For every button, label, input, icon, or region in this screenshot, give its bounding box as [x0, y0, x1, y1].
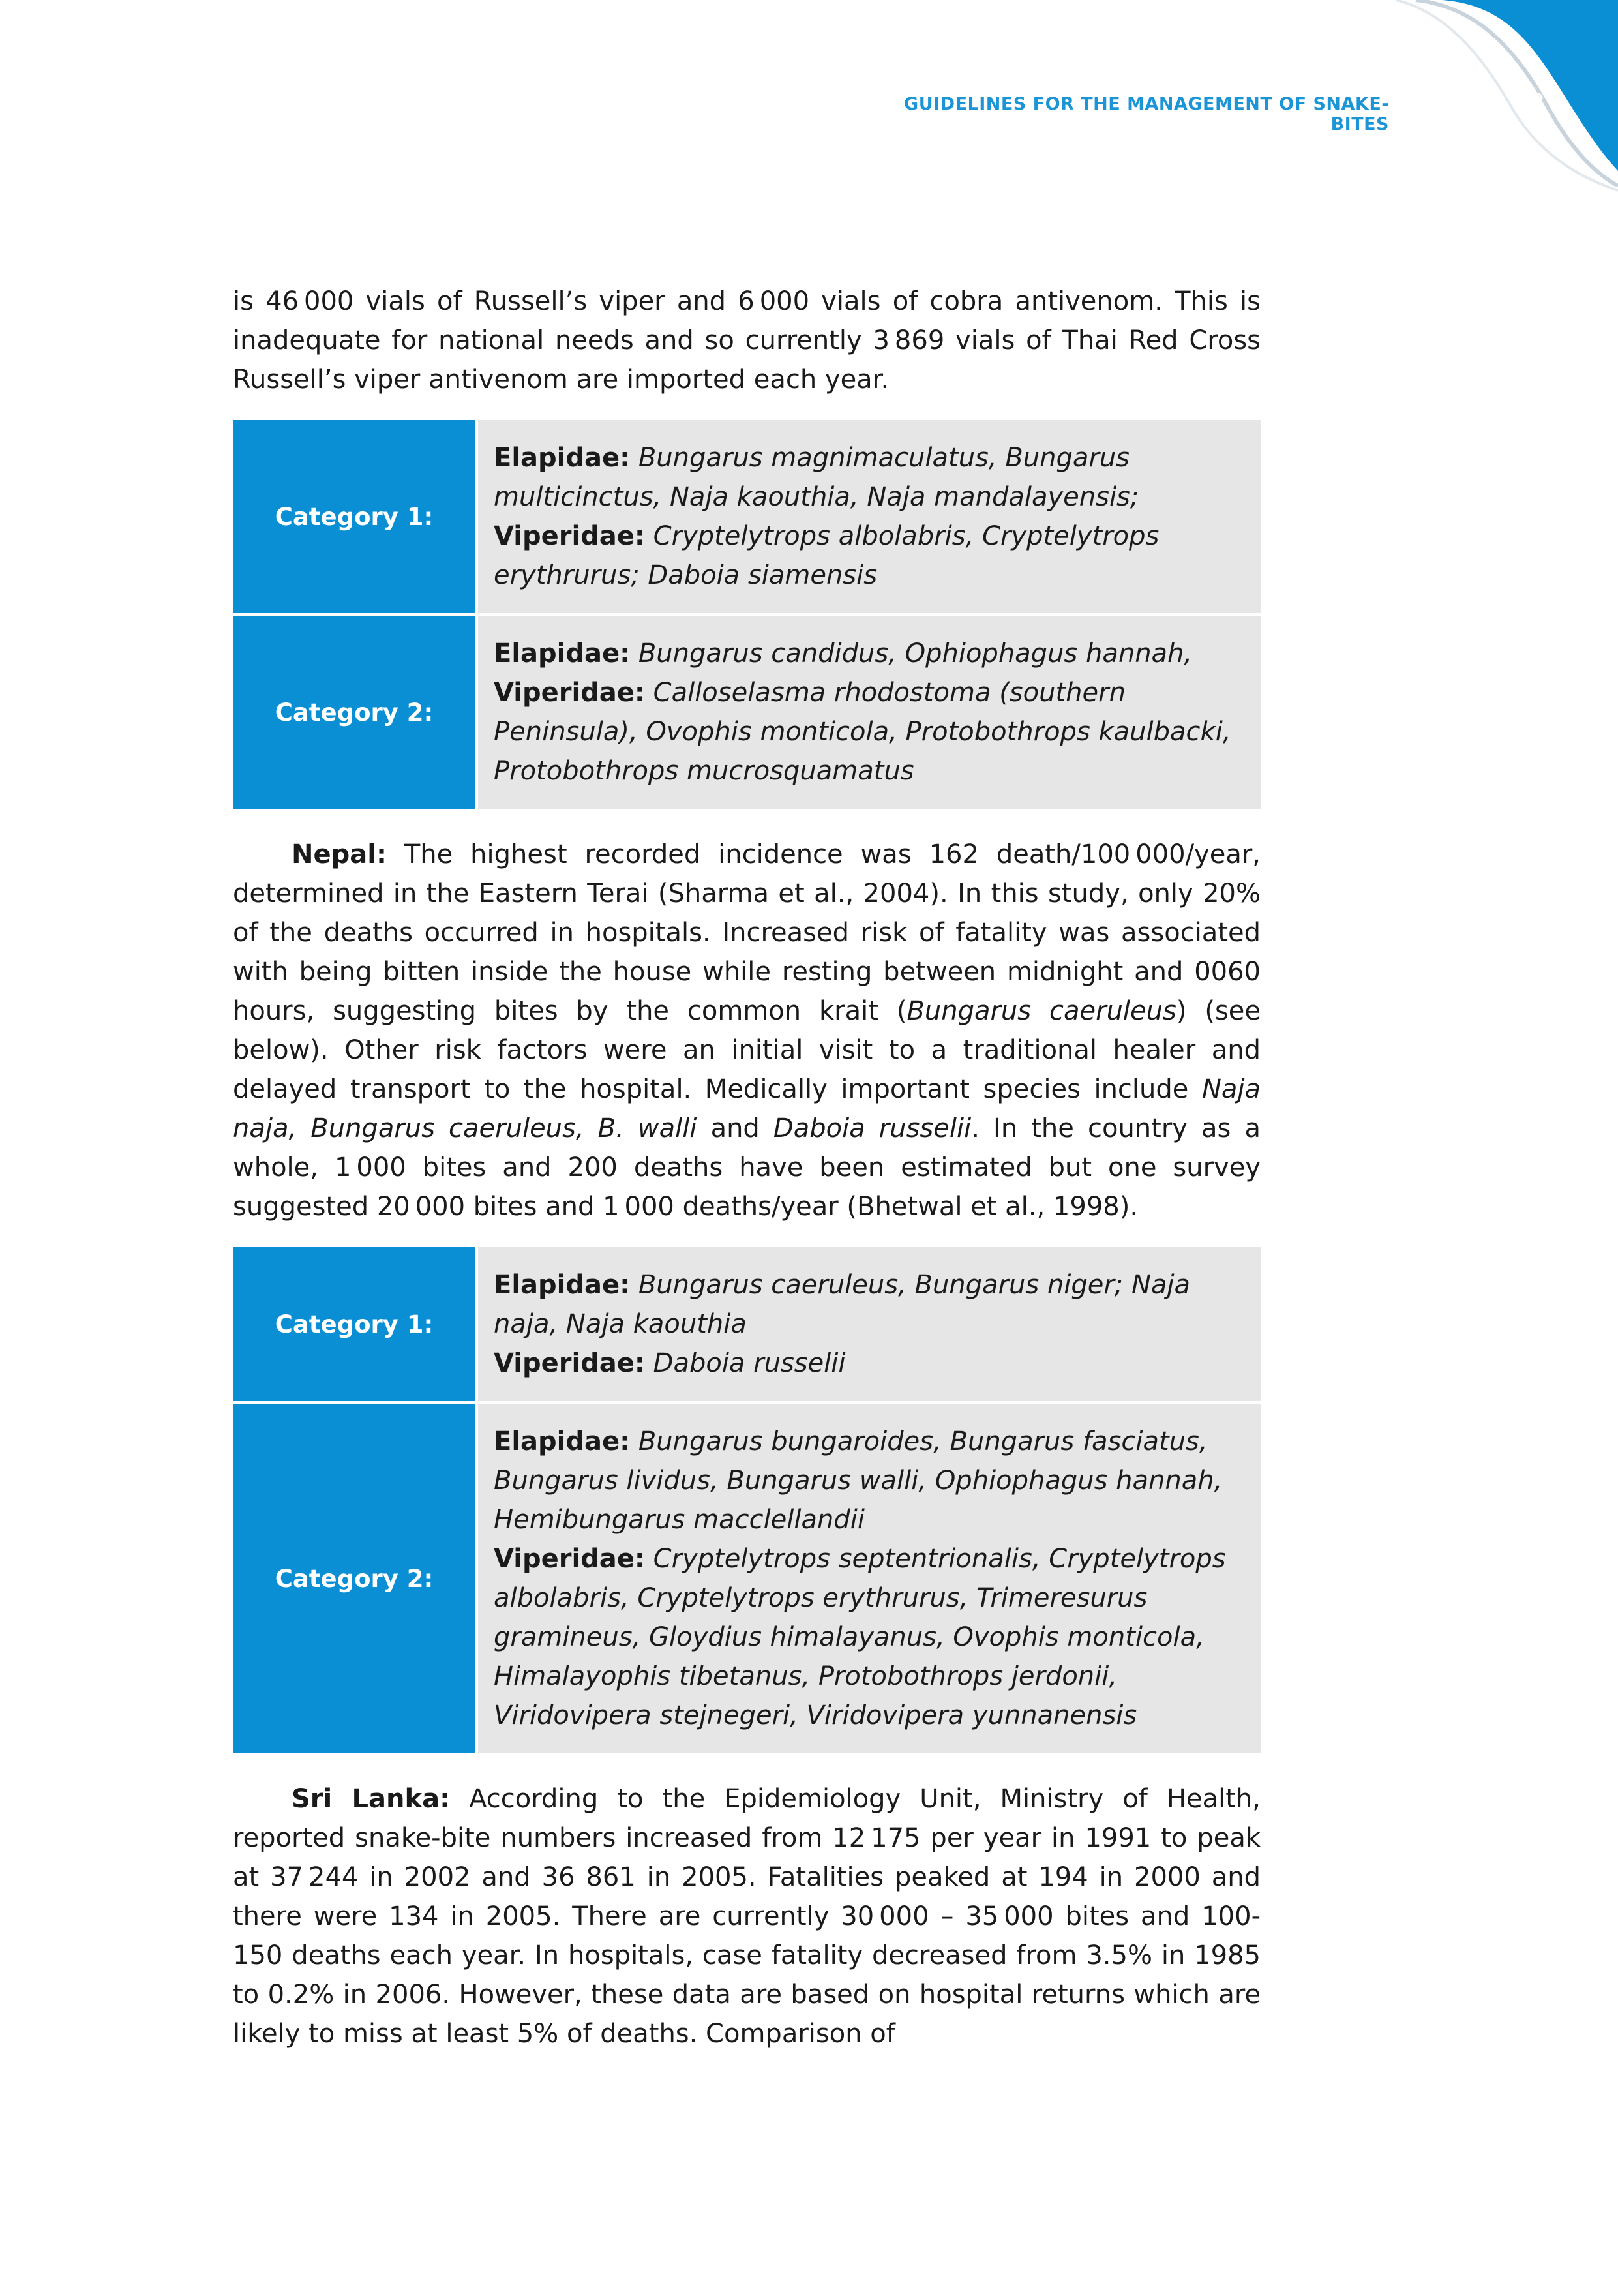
nepal-heading: Nepal:: [292, 839, 387, 869]
category-1-label: Category 1:: [233, 1247, 478, 1401]
category-2-label: Category 2:: [233, 616, 478, 809]
category-2-species: [478, 1404, 1261, 1753]
family-label-viperidae: Viperidae:: [494, 1348, 645, 1378]
species-list: Bungarus magnimaculatus, Bungarus multicinctus, Naja kaouthia, Naja mandalayensis;: [494, 443, 1139, 512]
species-table-1: [233, 420, 1261, 809]
table-row: [233, 1404, 1261, 1753]
table-row: [233, 616, 1261, 809]
nepal-paragraph: [233, 835, 1261, 1226]
table-row: [233, 1247, 1261, 1404]
family-label-elapidae: Elapidae:: [494, 1270, 631, 1300]
family-label-elapidae: Elapidae:: [494, 443, 631, 473]
species-table-2: [233, 1247, 1261, 1753]
species-list: Daboia russelii: [653, 1348, 846, 1378]
nepal-text: . In the country as a whole, 1 000 bites and 200 deaths have been estimated but one survey suggested 20 000 bites and 1 000 deaths/year (Bhetwal et al., 1998).: [233, 1113, 1261, 1222]
species-list: Cryptelytrops albolabris, Cryptelytrops erythrurus; Daboia siamensis: [494, 521, 1160, 590]
table-row: [233, 420, 1261, 616]
category-2-species: [478, 616, 1261, 809]
species-list: Bungarus candidus, Ophiophagus hannah,: [638, 639, 1193, 669]
family-label-viperidae: Viperidae:: [494, 521, 645, 551]
species-list: Bungarus caeruleus, Bungarus niger; Naja naja, Naja kaouthia: [494, 1270, 1191, 1339]
category-1-species: [478, 420, 1261, 613]
sri-lanka-paragraph: [233, 1779, 1261, 2053]
species-name: Bungarus caeruleus: [906, 996, 1176, 1026]
nepal-text: The highest recorded incidence was 162 death/100 000/year, determined in the Eastern Terai (Sharma et al., 2004). In this study, only 20% of the deaths occurred in hospitals. Increased risk of fatality was associated with being bitten inside the house while resting between midnight and 0060 hours, suggesting bites by the common krait (: [233, 839, 1261, 1026]
nepal-text: and: [697, 1113, 773, 1143]
family-label-viperidae: Viperidae:: [494, 678, 645, 708]
running-head-title: GUIDELINES FOR THE MANAGEMENT OF SNAKE-BITES: [904, 94, 1389, 134]
page-number: 43: [1513, 89, 1546, 117]
page-body: [233, 282, 1261, 2053]
sri-lanka-heading: Sri Lanka:: [292, 1784, 451, 1814]
category-1-label: Category 1:: [233, 420, 478, 613]
species-list: Calloselasma rhodostoma (southern Peninsula), Ovophis monticola, Protobothrops kaulbacki, Protobothrops mucrosquamatus: [494, 678, 1231, 786]
family-label-elapidae: Elapidae:: [494, 1427, 631, 1457]
species-name: Daboia russelii: [773, 1113, 972, 1143]
category-1-species: [478, 1247, 1261, 1401]
species-name: Naja naja, Bungarus caeruleus, B. walli: [233, 1074, 1261, 1143]
species-list: Bungarus bungaroides, Bungarus fasciatus, Bungarus lividus, Bungarus walli, Ophiophagus hannah, Hemibungarus macclellandii: [494, 1427, 1223, 1535]
sri-lanka-text: According to the Epidemiology Unit, Ministry of Health, reported snake-bite numbers increased from 12 175 per year in 1991 to peak at 37 244 in 2002 and 36 861 in 2005. Fatalities peaked at 194 in 2000 and there were 134 in 2005. There are currently 30 000 – 35 000 bites and 100-150 deaths each year. In hospitals, case fatality decreased from 3.5% in 1985 to 0.2% in 2006. However, these data are based on hospital returns which are likely to miss at least 5% of deaths. Comparison of: [233, 1784, 1261, 2049]
species-list: Cryptelytrops septentrionalis, Cryptelytrops albolabris, Cryptelytrops erythrurus, Trimeresurus gramineus, Gloydius himalayanus, Ovophis monticola, Himalayophis tibetanus, Protobothrops jerdonii, Viridovipera stejnegeri, Viridovipera yunnanensis: [494, 1544, 1226, 1730]
family-label-elapidae: Elapidae:: [494, 639, 631, 669]
family-label-viperidae: Viperidae:: [494, 1544, 645, 1574]
intro-paragraph: is 46 000 vials of Russell’s viper and 6 000 vials of cobra antivenom. This is inadequate for national needs and so currently 3 869 vials of Thai Red Cross Russell’s viper antivenom are imported each year.: [233, 286, 1261, 395]
nepal-text: ) (see below). Other risk factors were an initial visit to a traditional healer and delayed transport to the hospital. Medically important species include: [233, 996, 1261, 1104]
category-2-label: Category 2:: [233, 1404, 478, 1753]
